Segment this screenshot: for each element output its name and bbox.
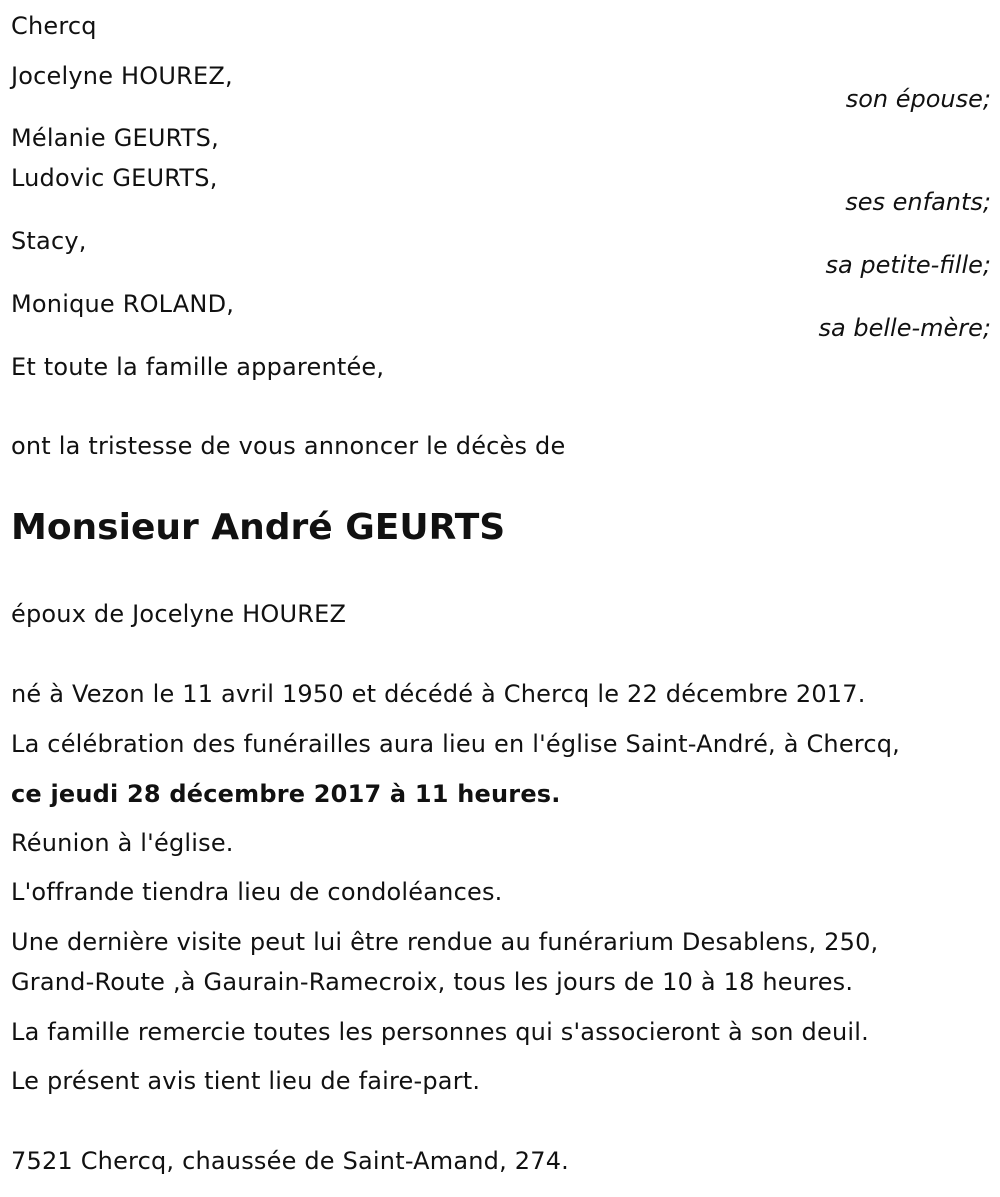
family-name-mother-in-law: Monique ROLAND, (11, 290, 235, 318)
family-role-mother-in-law: sa belle-mère; (818, 314, 991, 342)
meeting-line: Réunion à l'église. (11, 829, 234, 857)
announcement-line: ont la tristesse de vous annoncer le décès de (11, 432, 566, 460)
ceremony-date-line: ce jeudi 28 décembre 2017 à 11 heures. (11, 780, 561, 808)
extended-family-line: Et toute la famille apparentée, (11, 353, 385, 381)
family-role-spouse: son épouse; (845, 85, 991, 113)
thanks-line: La famille remercie toutes les personnes qui s'associeront à son deuil. (11, 1018, 869, 1046)
family-name-spouse: Jocelyne HOUREZ, (11, 62, 233, 90)
notice-line: Le présent avis tient lieu de faire-part. (11, 1067, 481, 1095)
spouse-line: époux de Jocelyne HOUREZ (11, 600, 347, 628)
visit-line-1: Une dernière visite peut lui être rendue au funérarium Desablens, 250, (11, 928, 879, 956)
family-role-children: ses enfants; (845, 188, 991, 216)
family-name-child-2: Ludovic GEURTS, (11, 164, 218, 192)
birth-death-line: né à Vezon le 11 avril 1950 et décédé à Chercq le 22 décembre 2017. (11, 680, 866, 708)
family-name-granddaughter: Stacy, (11, 227, 87, 255)
family-name-child-1: Mélanie GEURTS, (11, 124, 219, 152)
address-line: 7521 Chercq, chaussée de Saint-Amand, 274. (11, 1147, 569, 1175)
deceased-name: Monsieur André GEURTS (11, 507, 506, 548)
family-role-granddaughter: sa petite-fille; (825, 251, 991, 279)
place-header: Chercq (11, 12, 97, 40)
ceremony-line: La célébration des funérailles aura lieu en l'église Saint-André, à Chercq, (11, 730, 900, 758)
visit-line-2: Grand-Route ,à Gaurain-Ramecroix, tous les jours de 10 à 18 heures. (11, 968, 854, 996)
offering-line: L'offrande tiendra lieu de condoléances. (11, 878, 503, 906)
